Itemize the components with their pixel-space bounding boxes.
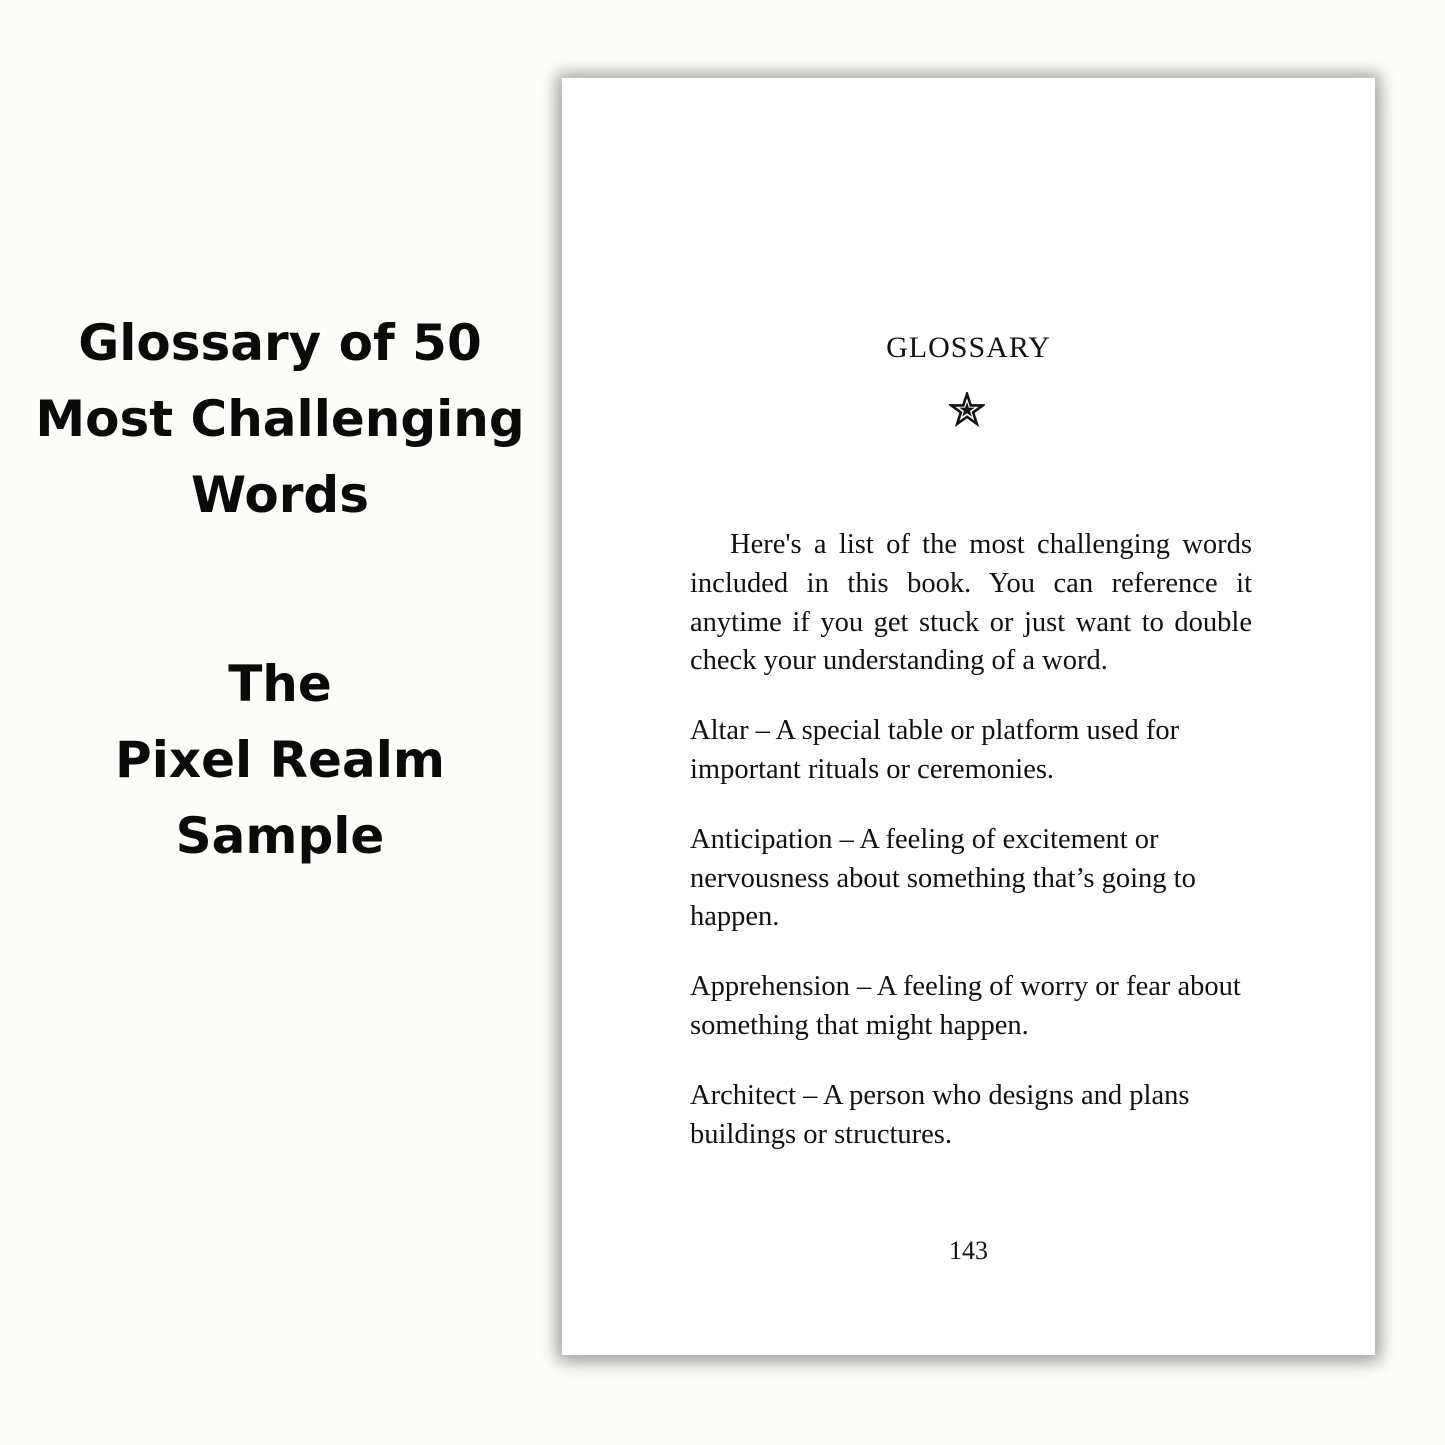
glossary-entry-anticipation: Anticipation – A feeling of excitement or nervousness about something that’s going to happen. [690, 823, 1196, 933]
book-page [562, 78, 1375, 1355]
promo-heading-line: Glossary of 50 [78, 314, 482, 372]
promo-book-title [20, 646, 540, 874]
promo-book-line: The [228, 655, 332, 713]
promo-heading-line: Most Challenging [35, 390, 525, 448]
intro-paragraph: Here's a list of the most challenging words included in this book. You can reference it anytime if you get stuck or just want to double check your understanding of a word. [690, 529, 1252, 677]
page-number: 143 [949, 1236, 988, 1265]
glossary-entry-altar: Altar – A special table or platform used for important rituals or ceremonies. [690, 715, 1180, 785]
promo-book-line: Pixel Realm [115, 731, 445, 789]
promo-panel [20, 0, 540, 1445]
promo-heading [20, 305, 540, 533]
glossary-entry-apprehension: Apprehension – A feeling of worry or fear about something that might happen. [690, 971, 1241, 1041]
promo-heading-line: Words [191, 466, 369, 524]
glossary-content [690, 526, 1252, 1185]
star-icon [949, 392, 985, 428]
page-title: GLOSSARY [886, 331, 1051, 364]
promo-book-line: Sample [175, 807, 385, 865]
glossary-entry-architect: Architect – A person who designs and plans buildings or structures. [690, 1079, 1190, 1150]
